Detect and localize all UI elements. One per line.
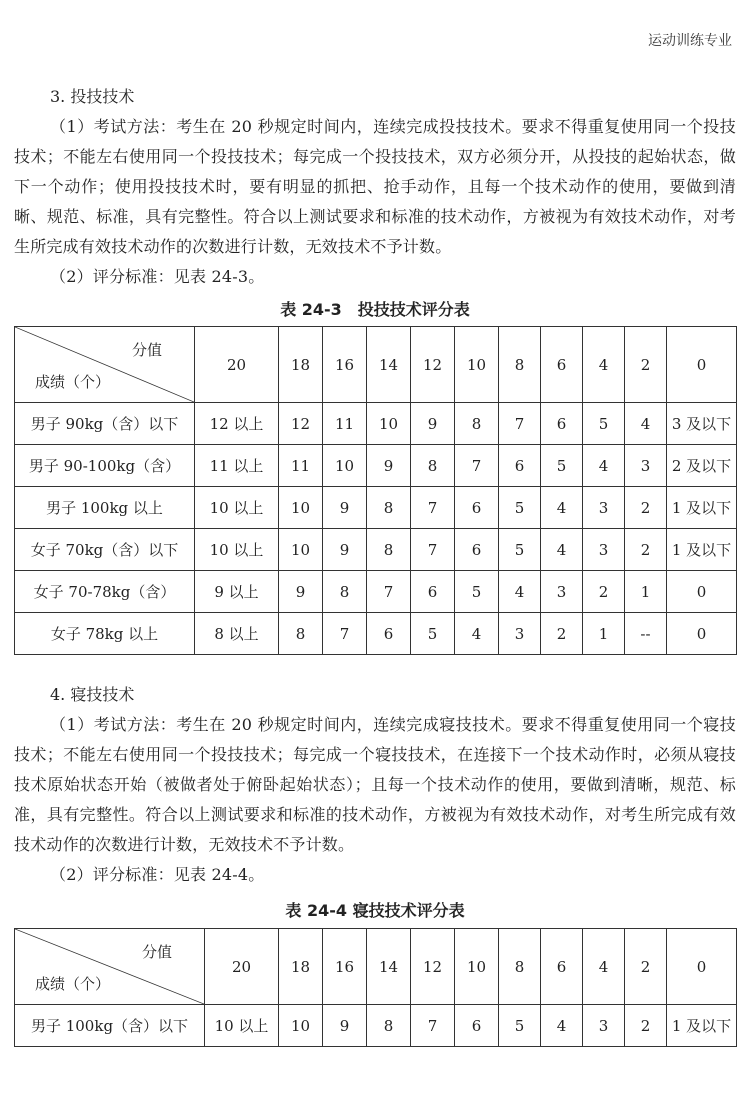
- score-header: 14: [367, 929, 411, 1005]
- section-groundwork-text: [14, 680, 736, 890]
- diagonal-header-cell: [15, 327, 195, 403]
- table-cell: 4: [625, 403, 667, 445]
- table-cell: 3: [541, 571, 583, 613]
- table-cell: 8 以上: [195, 613, 279, 655]
- table-cell: 4: [541, 487, 583, 529]
- score-header: 6: [541, 327, 583, 403]
- table-cell: 8: [455, 403, 499, 445]
- row-label: 女子 78kg 以上: [15, 613, 195, 655]
- table-block: [14, 298, 736, 322]
- table-cell: 8: [367, 487, 411, 529]
- table-cell: 1 及以下: [667, 529, 737, 571]
- table-cell: 4: [455, 613, 499, 655]
- table-cell: 2: [625, 1005, 667, 1047]
- diagonal-header-cell: [15, 929, 205, 1005]
- table-cell: 6: [499, 445, 541, 487]
- table-cell: 2: [625, 487, 667, 529]
- paragraph: （2）评分标准：见表 24-4。: [50, 865, 265, 884]
- table-cell: 7: [455, 445, 499, 487]
- table-cell: 5: [583, 403, 625, 445]
- score-header: 0: [667, 327, 737, 403]
- row-label: 女子 70-78kg（含）: [15, 571, 195, 613]
- table-cell: 3: [583, 1005, 625, 1047]
- table-cell: 3: [583, 487, 625, 529]
- table-cell: 2 及以下: [667, 445, 737, 487]
- table-row: [15, 403, 737, 445]
- table-cell: 0: [667, 613, 737, 655]
- table-cell: 7: [411, 487, 455, 529]
- table-cell: 1: [625, 571, 667, 613]
- score-header: 20: [205, 929, 279, 1005]
- table-cell: 9: [323, 1005, 367, 1047]
- table-row: [15, 571, 737, 613]
- table-header-row: [15, 929, 737, 1005]
- row-label: 女子 70kg（含）以下: [15, 529, 195, 571]
- table-cell: 10 以上: [205, 1005, 279, 1047]
- table-caption: 表 24-4 寝技技术评分表: [285, 901, 465, 920]
- score-header: 2: [625, 327, 667, 403]
- table-cell: 7: [323, 613, 367, 655]
- score-header: 12: [411, 327, 455, 403]
- table-cell: 4: [541, 529, 583, 571]
- table-cell: 1 及以下: [667, 1005, 737, 1047]
- score-header: 16: [323, 929, 367, 1005]
- table-cell: 2: [541, 613, 583, 655]
- table-cell: 3 及以下: [667, 403, 737, 445]
- table-cell: --: [625, 613, 667, 655]
- table-cell: 4: [499, 571, 541, 613]
- table-cell: 8: [367, 1005, 411, 1047]
- section-heading: 3. 投技技术: [50, 87, 135, 106]
- table-cell: 3: [625, 445, 667, 487]
- score-header: 6: [541, 929, 583, 1005]
- score-header: 4: [583, 929, 625, 1005]
- table-cell: 1: [583, 613, 625, 655]
- score-header: 8: [499, 929, 541, 1005]
- table-cell: 12: [279, 403, 323, 445]
- table-cell: 12 以上: [195, 403, 279, 445]
- running-header: 运动训练专业: [648, 33, 732, 49]
- section-heading: 4. 寝技技术: [50, 685, 135, 704]
- table-cell: 4: [583, 445, 625, 487]
- table-cell: 8: [279, 613, 323, 655]
- table-cell: 9: [323, 487, 367, 529]
- score-header: 2: [625, 929, 667, 1005]
- table-cell: 7: [411, 1005, 455, 1047]
- score-header: 8: [499, 327, 541, 403]
- header-result-label: 成绩（个）: [35, 373, 111, 391]
- score-header: 10: [455, 929, 499, 1005]
- score-header: 12: [411, 929, 455, 1005]
- score-header: 20: [195, 327, 279, 403]
- table-cell: 7: [499, 403, 541, 445]
- table-cell: 4: [541, 1005, 583, 1047]
- table-cell: 5: [499, 487, 541, 529]
- paragraph: （1）考试方法：考生在 20 秒规定时间内，连续完成寝技技术。要求不得重复使用同一个寝技技术；不能左右使用同一个投技技术；每完成一个寝技技术，在连接下一个技术动作时，必须从寝技技术原始状态开始（被做者处于俯卧起始状态）；且每一个技术动作的使用，要做到清晰，规范、标准，具有完整性。符合以上测试要求和标准的技术动作，方被视为有效技术动作，对考生所完成有效技术动作的次数进行计数，无效技术不予计数。: [14, 715, 736, 854]
- scoring-table-throwing: [14, 326, 737, 655]
- table-cell: 2: [625, 529, 667, 571]
- table-row: [15, 445, 737, 487]
- score-header: 4: [583, 327, 625, 403]
- score-header: 14: [367, 327, 411, 403]
- row-label: 男子 90-100kg（含）: [15, 445, 195, 487]
- table-cell: 7: [367, 571, 411, 613]
- table-cell: 8: [323, 571, 367, 613]
- row-label: 男子 100kg 以上: [15, 487, 195, 529]
- table-row: [15, 1005, 737, 1047]
- table-cell: 10: [279, 1005, 323, 1047]
- table-cell: 5: [499, 1005, 541, 1047]
- table-cell: 5: [541, 445, 583, 487]
- table-cell: 5: [411, 613, 455, 655]
- row-label: 男子 90kg（含）以下: [15, 403, 195, 445]
- table-cell: 3: [499, 613, 541, 655]
- scoring-table-groundwork: [14, 928, 737, 1047]
- table-cell: 10: [279, 529, 323, 571]
- table-cell: 9: [279, 571, 323, 613]
- table-cell: 0: [667, 571, 737, 613]
- table-cell: 9: [323, 529, 367, 571]
- table-cell: 11: [279, 445, 323, 487]
- table-cell: 6: [455, 487, 499, 529]
- table-cell: 11 以上: [195, 445, 279, 487]
- table-cell: 7: [411, 529, 455, 571]
- table-row: [15, 487, 737, 529]
- table-cell: 9: [367, 445, 411, 487]
- paragraph: （2）评分标准：见表 24-3。: [50, 267, 265, 286]
- table-cell: 10 以上: [195, 529, 279, 571]
- table-block: [14, 899, 736, 923]
- table-cell: 9 以上: [195, 571, 279, 613]
- score-header: 18: [279, 327, 323, 403]
- paragraph: （1）考试方法：考生在 20 秒规定时间内，连续完成投技技术。要求不得重复使用同一个投技技术；不能左右使用同一个投技技术；每完成一个投技技术，双方必须分开，从投技的起始状态，做下一个动作；使用投技技术时，要有明显的抓把、抢手动作，且每一个技术动作的使用，要做到清晰、规范、标准，具有完整性。符合以上测试要求和标准的技术动作，方被视为有效技术动作，对考生所完成有效技术动作的次数进行计数，无效技术不予计数。: [14, 117, 736, 256]
- table-cell: 6: [455, 1005, 499, 1047]
- row-label: 男子 100kg（含）以下: [15, 1005, 205, 1047]
- table-cell: 3: [583, 529, 625, 571]
- table-cell: 8: [411, 445, 455, 487]
- table-cell: 10: [279, 487, 323, 529]
- table-cell: 10 以上: [195, 487, 279, 529]
- table-cell: 5: [455, 571, 499, 613]
- score-header: 0: [667, 929, 737, 1005]
- score-header: 16: [323, 327, 367, 403]
- table-wrap: [14, 326, 736, 655]
- table-cell: 5: [499, 529, 541, 571]
- table-cell: 11: [323, 403, 367, 445]
- table-cell: 8: [367, 529, 411, 571]
- table-cell: 6: [455, 529, 499, 571]
- table-cell: 10: [367, 403, 411, 445]
- table-header-row: [15, 327, 737, 403]
- score-header: 18: [279, 929, 323, 1005]
- table-cell: 6: [367, 613, 411, 655]
- header-score-label: 分值: [131, 341, 162, 359]
- table-cell: 9: [411, 403, 455, 445]
- table-cell: 6: [541, 403, 583, 445]
- score-header: 10: [455, 327, 499, 403]
- table-wrap: [14, 928, 736, 1047]
- table-row: [15, 529, 737, 571]
- table-caption: 表 24-3 投技技术评分表: [280, 300, 470, 319]
- section-throwing: [14, 82, 736, 292]
- table-cell: 2: [583, 571, 625, 613]
- table-cell: 1 及以下: [667, 487, 737, 529]
- table-cell: 10: [323, 445, 367, 487]
- table-row: [15, 613, 737, 655]
- table-cell: 6: [411, 571, 455, 613]
- header-result-label: 成绩（个）: [35, 975, 111, 993]
- header-score-label: 分值: [141, 943, 172, 961]
